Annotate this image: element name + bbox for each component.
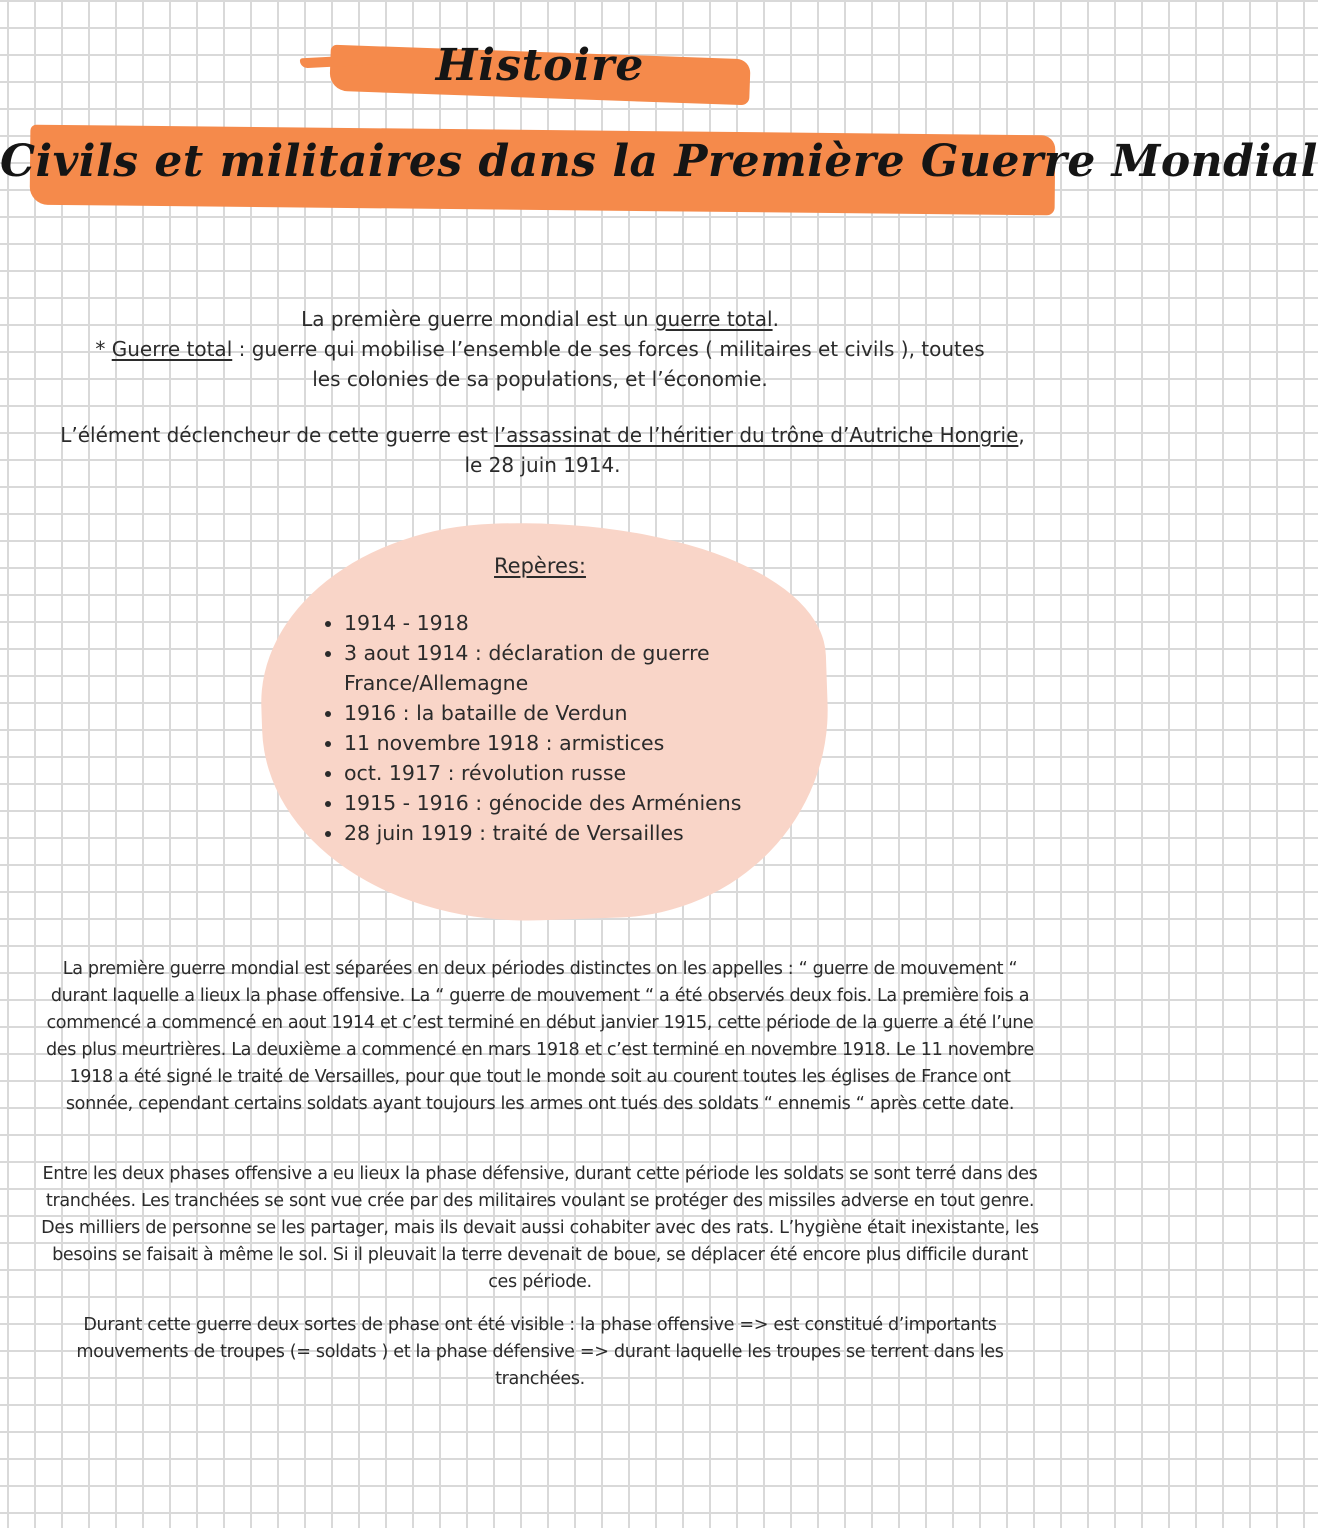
intro-line — [80, 304, 1000, 334]
definition-text: : guerre qui mobilise l’ensemble de ses forces ( militaires et civils ), toutes les colonies de sa populations, et l’économie. — [232, 337, 985, 391]
assassinat-term: l’assassinat de l’héritier du trône d’Autriche Hongrie — [494, 423, 1019, 447]
reperes-item: • 1915 - 1916 : génocide des Arméniens — [344, 788, 804, 818]
guerre-total-term: guerre total — [654, 307, 773, 331]
paragraph-guerre-de-mouvement: La première guerre mondial est séparées en deux périodes distinctes on les appelles : “ guerre de mouvement “ durant laquelle a lieux la phase offensive. La “ guerre de mouvement “ a été observés deux fois. La première fois a commencé a commencé en aout 1914 et c’est terminé en début janvier 1915, cette période de la guerre a été l’une des plus meurtrières. La deuxième a commencé en mars 1918 et c’est terminé en novembre 1918. Le 11 novembre 1918 a été signé le traité de Versailles, pour que tout le monde soit au courent toutes les églises de France ont sonnée, cependant certains soldats ayant toujours les armes ont tués des soldats “ ennemis “ après cette date. — [45, 959, 1035, 1114]
reperes-item: • 1914 - 1918 — [344, 608, 804, 638]
definition-term: Guerre total — [111, 337, 233, 361]
trigger-date: , le 28 juin 1914. — [464, 423, 1025, 477]
definition-bullet: * — [95, 337, 112, 361]
reperes-item: • 11 novembre 1918 : armistices — [344, 728, 804, 758]
paragraph-synthese: Durant cette guerre deux sortes de phase ont été visible : la phase offensive => est constitué d’importants mouvements de troupes (= soldats ) et la phase défensive => durant laquelle les troupes se terrent dans les tranchées. — [76, 1315, 1004, 1389]
paragraph-phase-defensive: Entre les deux phases offensive a eu lieux la phase défensive, durant cette période les soldats se sont terré dans des tranchées. Les tranchées se sont vue crée par des militaires voulant se protéger des missiles adverse en tout genre. Des milliers de personne se les partager, mais ils devait aussi cohabiter avec des rats. L’hygiène était inexistante, les besoins se faisait à même le sol. Si il pleuvait la terre devenait de boue, se déplacer été encore plus difficile durant ces période. — [41, 1164, 1039, 1292]
reperes-list — [312, 608, 804, 848]
intro-punct: . — [772, 307, 779, 331]
trigger-sentence — [50, 420, 1035, 480]
subject-heading: Histoire — [435, 40, 645, 91]
trigger-text: L’élément déclencheur de cette guerre est — [60, 423, 495, 447]
reperes-item: • 1916 : la bataille de Verdun — [344, 698, 804, 728]
reperes-item: • 3 aout 1914 : déclaration de guerre France/Allemagne — [344, 638, 804, 698]
definition — [80, 334, 1000, 394]
reperes-title: Repères: — [494, 554, 586, 578]
reperes-item: • oct. 1917 : révolution russe — [344, 758, 804, 788]
reperes-item: • 28 juin 1919 : traité de Versailles — [344, 818, 804, 848]
intro-text: La première guerre mondial est un — [301, 307, 655, 331]
page-title: Civils et militaires dans la Première Guerre Mondial — [0, 136, 1318, 187]
